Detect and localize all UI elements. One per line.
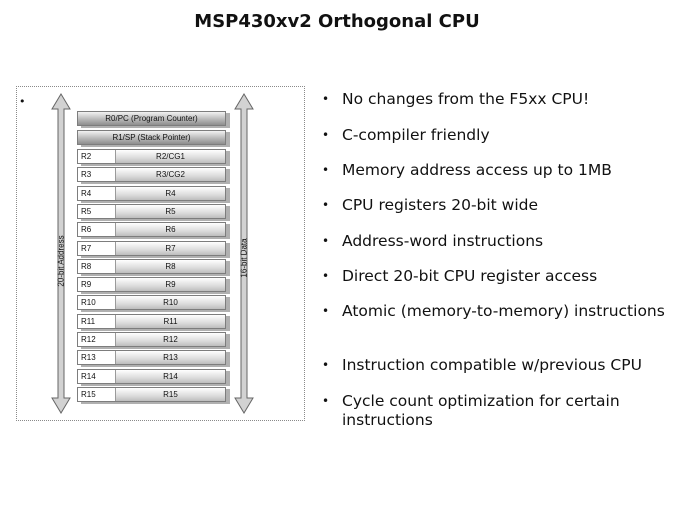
bullet-dot: • [322,358,330,372]
register-low-label: R5 [78,205,116,218]
register-low-label: R3 [78,168,116,181]
list-item-text: C-compiler friendly [342,126,490,144]
register-low-label: R2 [78,150,116,163]
register-high-label: R14 [116,370,225,383]
register-low-label: R8 [78,260,116,273]
register-low-label: R10 [78,296,116,309]
register-r12 [77,332,226,347]
slide-title: MSP430xv2 Orthogonal CPU [194,11,480,32]
register-high-label: R13 [116,351,225,364]
register-high-label: R15 [116,388,225,401]
bullet-dot: • [322,269,330,283]
register-r3 [77,167,226,182]
register-r8 [77,259,226,274]
list-item-text: Instruction compatible w/previous CPU [342,356,642,374]
register-r7 [77,241,226,256]
register-high-label: R6 [116,223,225,236]
register-low-label: R15 [78,388,116,401]
register-r10 [77,295,226,310]
register-pc [77,111,226,126]
register-low-label: R12 [78,333,116,346]
register-low-label: R11 [78,315,116,328]
bullet-dot: • [322,304,330,318]
bullet-dot: • [322,92,330,106]
register-low-label: R6 [78,223,116,236]
address-bus-label: 20-bit Address [56,235,66,287]
register-r6 [77,222,226,237]
register-high-label: R9 [116,278,225,291]
list-item-text: No changes from the F5xx CPU! [342,90,590,108]
register-r15 [77,387,226,402]
register-r4 [77,186,226,201]
bullet-dot: • [322,128,330,142]
register-r14 [77,369,226,384]
register-high-label: R7 [116,242,225,255]
register-r11 [77,314,226,329]
register-r9 [77,277,226,292]
list-item-text: Address-word instructions [342,232,544,250]
list-item-text: Direct 20-bit CPU register access [342,267,598,285]
data-bus-label: 16-bit Data [239,238,249,278]
bullet-dot: • [322,394,330,408]
list-item-text: Cycle count optimization for certain instructions [342,392,620,429]
register-r13 [77,350,226,365]
register-high-label: R11 [116,315,225,328]
register-sp [77,130,226,145]
register-high-label: R10 [116,296,225,309]
register-r2 [77,149,226,164]
list-item-text: Atomic (memory-to-memory) instructions [342,302,665,320]
register-high-label: R4 [116,187,225,200]
bullet-dot: • [322,198,330,212]
register-low-label: R14 [78,370,116,383]
register-low-label: R9 [78,278,116,291]
register-low-label: R7 [78,242,116,255]
list-item-text: Memory address access up to 1MB [342,161,612,179]
register-label: R1/SP (Stack Pointer) [112,133,191,142]
register-high-label: R2/CG1 [116,150,225,163]
list-item-text: CPU registers 20-bit wide [342,196,539,214]
register-label: R0/PC (Program Counter) [105,114,198,123]
register-high-label: R3/CG2 [116,168,225,181]
panel-bullet: • [19,95,26,108]
bullet-dot: • [322,163,330,177]
register-high-label: R12 [116,333,225,346]
register-high-label: R8 [116,260,225,273]
register-low-label: R13 [78,351,116,364]
register-r5 [77,204,226,219]
register-low-label: R4 [78,187,116,200]
bullet-dot: • [322,234,330,248]
register-high-label: R5 [116,205,225,218]
